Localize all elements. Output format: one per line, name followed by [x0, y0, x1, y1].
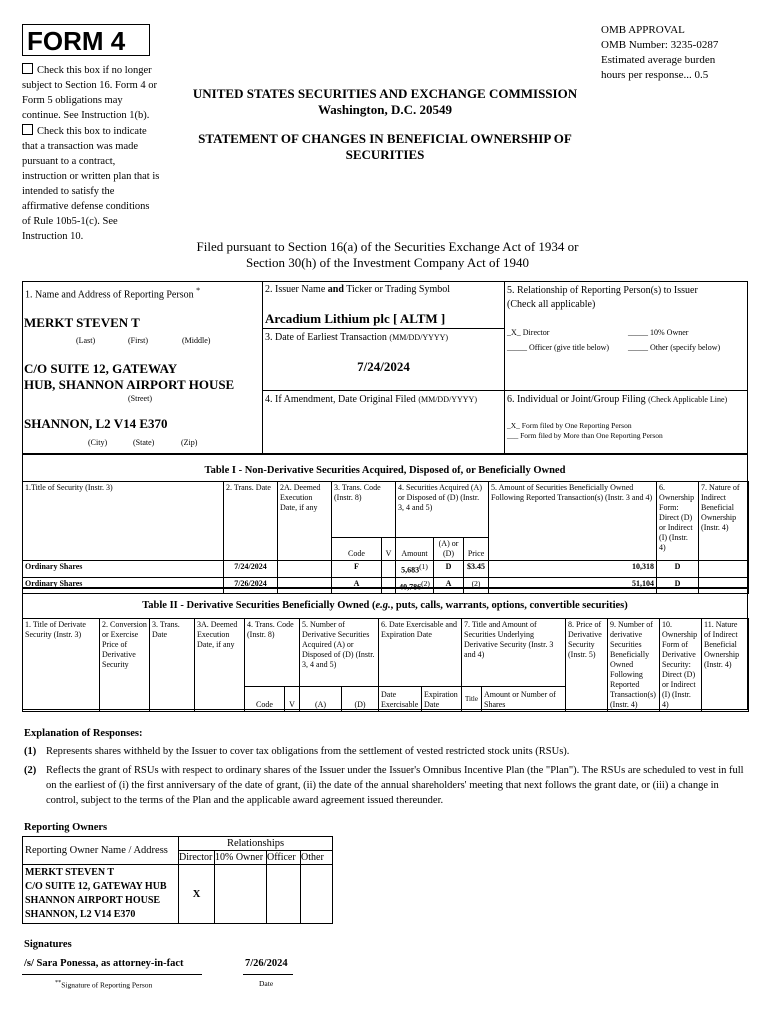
omb-line: Estimated average burden — [601, 54, 716, 66]
box2-label: 2. Issuer Name and Ticker or Trading Symbol — [265, 284, 451, 295]
city-line: SHANNON, L2 V14 E370 — [24, 416, 168, 431]
subcol-a: (A) — [300, 686, 342, 711]
col-deemed-date: 3A. Deemed Execution Date, if any — [195, 619, 245, 712]
col-underlying: 7. Title and Amount of Securities Underlying Derivative Security (Instr. 3 and 4) — [462, 619, 566, 687]
col-price-derivative: 8. Price of Derivative Security (Instr. 5) — [566, 619, 608, 712]
filing-option-multiple: ___ Form filed by More than One Reporting Person — [507, 431, 663, 440]
omb-line: hours per response... 0.5 — [601, 69, 709, 81]
col-trans-date: 2. Trans. Date — [224, 482, 278, 561]
checkbox-10b5-1[interactable]: Check this box to indicate that a transaction was made pursuant to a contract, instruction or written plan that is intended to satisfy the affirmative defense conditions of Rule 10b5-1(c). See Instruction 10. — [22, 126, 160, 242]
box3-label: 3. Date of Earliest Transaction (MM/DD/YYYY) — [265, 332, 449, 343]
subcol-price: Price — [464, 538, 489, 561]
col-number-derivative: 5. Number of Derivative Securities Acquired (A) or Disposed of (D) (Instr. 3, 4 and 5) — [300, 619, 379, 687]
table-1-title: Table I - Non-Derivative Securities Acquired, Disposed of, or Beneficially Owned — [204, 465, 566, 476]
director-mark: X — [179, 865, 215, 924]
table-2-title: Table II - Derivative Securities Beneficially Owned (e.g., puts, calls, warrants, options, convertible securities) — [142, 600, 628, 611]
checkbox-no-longer-subject[interactable]: Check this box if no longer subject to Section 16. Form 4 or Form 5 obligations may continue. See Instruction 1(b). — [22, 65, 158, 121]
footnote-1: (1) Represents shares withheld by the Issuer to cover tax obligations from the settlement of vested restricted stock units (RSUs). — [24, 746, 570, 757]
filing-option-one: _X_ Form filed by One Reporting Person — [507, 421, 632, 430]
date-label: Date — [259, 979, 274, 988]
subcol-d: (D) — [342, 686, 379, 711]
issuer-name: Arcadium Lithium plc [ ALTM ] — [265, 311, 446, 326]
col-trans-code: 4. Trans. Code (Instr. 8) — [245, 619, 300, 687]
col-nature-indirect: 7. Nature of Indirect Beneficial Ownership (Instr. 4) — [699, 482, 749, 561]
col-owner-name: Reporting Owner Name / Address — [23, 837, 179, 865]
signatures-heading: Signatures — [24, 939, 72, 950]
subcol-v: V — [285, 686, 300, 711]
col-relationships: Relationships — [179, 837, 333, 851]
col-number-owned: 9. Number of derivative Securities Beneficially Owned Following Reported Transaction(s) (Instr. 4) — [608, 619, 660, 712]
col-conversion-price: 2. Conversion or Exercise Price of Derivative Security — [100, 619, 150, 712]
footnote-2: (2) Reflects the grant of RSUs with respect to ordinary shares of the Issuer under the Issuer's Omnibus Incentive Plan (the "Plan"). The RSUs are scheduled to vest in full on the earliest of (i) the first anniversary of the date of grant, (ii) the date of the annual shareholders' meeting that next follows the grant date, or (iii) a change in control, subject to the terms of the Plan and the applicable award agreement issued thereunder. — [24, 765, 744, 806]
street-address: C/O SUITE 12, GATEWAY HUB, SHANNON AIRPORT HOUSE — [24, 361, 235, 392]
omb-line: OMB Number: 3235-0287 — [601, 39, 719, 51]
table-row: MERKT STEVEN T C/O SUITE 12, GATEWAY HUB SHANNON AIRPORT HOUSE SHANNON, L2 V14 E370 X — [23, 865, 333, 924]
reporting-person-name: MERKT STEVEN T — [24, 315, 140, 330]
reporting-owners-table — [22, 836, 333, 924]
checkbox-icon[interactable] — [22, 124, 33, 135]
table-2 — [22, 618, 749, 712]
subcol-title: Title — [462, 686, 482, 711]
subcol-amount: Amount or Number of Shares — [482, 686, 566, 711]
omb-approval — [601, 23, 718, 83]
earliest-transaction-date: 7/24/2024 — [357, 359, 410, 374]
col-derivative-title: 1. Title of Derivate Security (Instr. 3) — [23, 619, 100, 712]
signature-value: /s/ Sara Ponessa, as attorney-in-fact — [24, 958, 184, 969]
ten-percent-owner-option: _____ 10% Owner — [628, 328, 689, 337]
signature-date: 7/26/2024 — [245, 958, 288, 969]
subcol-expiration: Expiration Date — [422, 686, 462, 711]
signature-label: **Signature of Reporting Person — [55, 979, 153, 990]
form-title: FORM 4 — [22, 24, 150, 56]
subcol-code: Code — [332, 538, 382, 561]
col-trans-code: 3. Trans. Code (Instr. 8) — [332, 482, 396, 538]
col-officer: Officer — [267, 851, 301, 865]
last-label: (Last) — [76, 336, 96, 345]
zip-label: (Zip) — [181, 438, 198, 447]
omb-line: OMB APPROVAL — [601, 24, 685, 36]
subcol-date-exercisable: Date Exercisable — [379, 686, 422, 711]
table-1 — [22, 481, 749, 594]
col-trans-date: 3. Trans. Date — [150, 619, 195, 712]
other-option: _____ Other (specify below) — [628, 343, 721, 352]
col-securities-acquired: 4. Securities Acquired (A) or Disposed of (D) (Instr. 3, 4 and 5) — [396, 482, 489, 538]
col-director: Director — [179, 851, 215, 865]
first-label: (First) — [128, 336, 148, 345]
statement-heading: STATEMENT OF CHANGES IN BENEFICIAL OWNERSHIP OF SECURITIES — [198, 131, 572, 162]
box4-label: 4. If Amendment, Date Original Filed (MM/DD/YYYY) — [265, 394, 477, 405]
table-row: Ordinary Shares 7/24/2024 F 5,683$^{(1)}$ D $3.45 10,318 D — [23, 561, 749, 578]
filed-pursuant: Filed pursuant to Section 16(a) of the Securities Exchange Act of 1934 or Section 30(h) of the Investment Company Act of 1940 — [196, 239, 579, 270]
col-date-exercisable: 6. Date Exercisable and Expiration Date — [379, 619, 462, 687]
street-label: (Street) — [128, 394, 152, 403]
subcol-amount: Amount — [396, 538, 434, 561]
director-option: _X_ Director — [507, 328, 550, 337]
commission-heading: UNITED STATES SECURITIES AND EXCHANGE COMMISSION Washington, D.C. 20549 — [192, 86, 578, 117]
col-ownership-form: 6. Ownership Form: Direct (D) or Indirect (I) (Instr. 4) — [657, 482, 699, 561]
col-ten-percent-owner: 10% Owner — [215, 851, 267, 865]
subcol-v: V — [382, 538, 396, 561]
col-nature-indirect: 11. Nature of Indirect Beneficial Ownership (Instr. 4) — [702, 619, 749, 712]
middle-label: (Middle) — [182, 336, 211, 345]
col-deemed-date: 2A. Deemed Execution Date, if any — [278, 482, 332, 561]
table-row: Ordinary Shares 7/26/2024 A 40,786$^{(2)}$ A $^{(2)}$ 51,104 D — [23, 577, 749, 594]
box1-label: 1. Name and Address of Reporting Person * — [25, 286, 201, 301]
officer-option: _____ Officer (give title below) — [507, 343, 610, 352]
subcol-code: Code — [245, 686, 285, 711]
city-label: (City) — [88, 438, 108, 447]
col-other: Other — [301, 851, 333, 865]
col-title-of-security: 1.Title of Security (Instr. 3) — [23, 482, 224, 561]
reporting-owners-heading: Reporting Owners — [24, 822, 108, 833]
box5-label: 5. Relationship of Reporting Person(s) to Issuer (Check all applicable) — [507, 285, 698, 310]
explanation-heading: Explanation of Responses: — [24, 728, 143, 739]
subcol-a-or-d: (A) or (D) — [434, 538, 464, 561]
col-amount-owned: 5. Amount of Securities Beneficially Owned Following Reported Transaction(s) (Instr. 3 and 4) — [489, 482, 657, 561]
checkbox-icon[interactable] — [22, 63, 33, 74]
box6-label: 6. Individual or Joint/Group Filing (Check Applicable Line) — [507, 394, 728, 405]
state-label: (State) — [133, 438, 155, 447]
col-ownership-form: 10. Ownership Form of Derivative Security: Direct (D) or Indirect (I) (Instr. 4) — [660, 619, 702, 712]
